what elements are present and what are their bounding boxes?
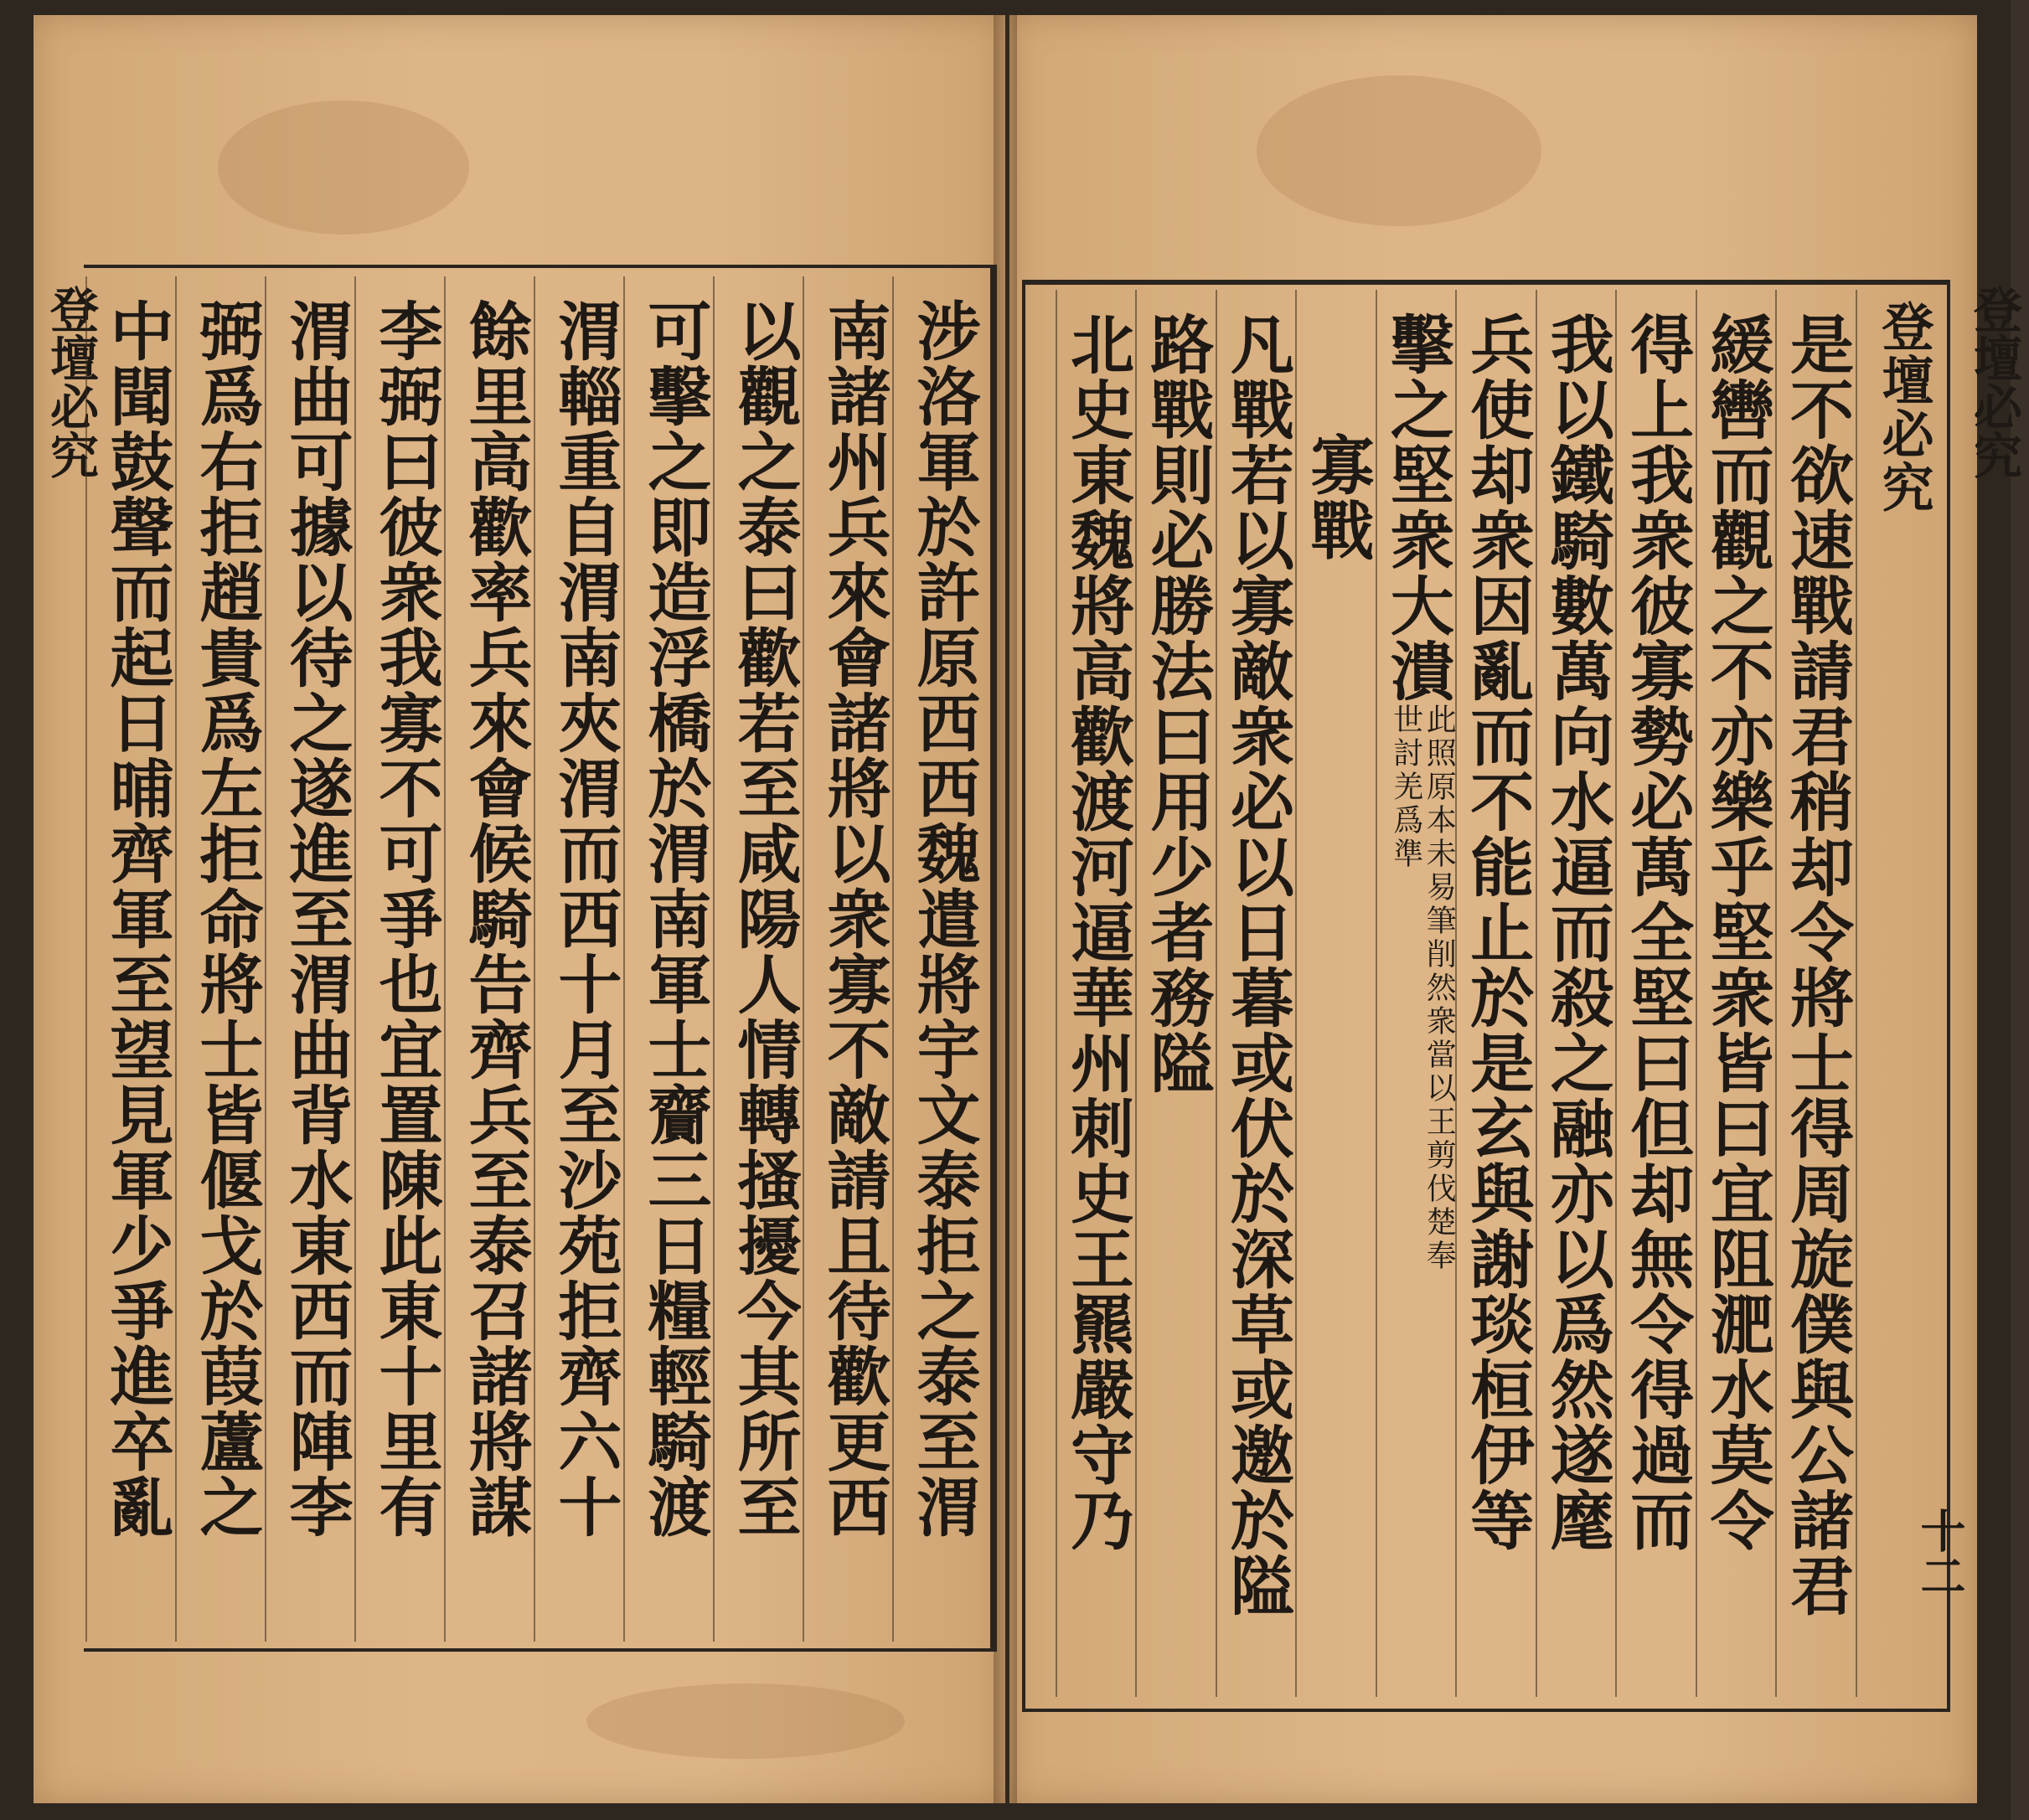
- text-column: 李弼曰彼衆我寡不可爭也宜置陳此東十里有: [354, 276, 444, 1642]
- right-page-columns: [1056, 290, 1935, 1697]
- text-column-with-note: [1376, 290, 1455, 1697]
- interlinear-note: 此照原本未易筆削然衆當以王剪伐楚奉世討羌爲準: [1388, 704, 1457, 1273]
- page-title-column: 登壇必究: [1856, 290, 1935, 1697]
- text-column: 弼爲右拒趙貴爲左拒命將士皆偃戈於葭蘆之: [175, 276, 265, 1642]
- paper-stain: [586, 1683, 905, 1759]
- text-column: 餘里高歡率兵來會候騎告齊兵至泰召諸將謀: [444, 276, 534, 1642]
- paper-stain: [218, 101, 469, 235]
- left-margin-title: 登壇必究: [42, 285, 99, 479]
- right-margin-title: 登壇必究: [1965, 285, 2022, 479]
- text-column: 路戰則必勝法曰用少者務隘: [1135, 290, 1215, 1697]
- section-heading: 寡戰: [1295, 290, 1375, 1697]
- text-column: 北史東魏將高歡渡河逼華州刺史王羆嚴守乃: [1056, 290, 1135, 1697]
- book-gutter: [994, 15, 1017, 1803]
- text-column: 涉洛軍於許原西西魏遣將宇文泰拒之泰至渭: [892, 276, 982, 1642]
- text-column: 凡戰若以寡敵衆必以日暮或伏於深草或邀於隘: [1216, 290, 1295, 1697]
- text-column: 中聞鼓聲而起日晡齊軍至望見軍少爭進卒亂: [85, 276, 175, 1642]
- page-number: 十二: [1913, 1508, 1967, 1598]
- text-column: 渭輜重自渭南夾渭而西十月至沙苑拒齊六十: [534, 276, 623, 1642]
- left-page-columns: [85, 276, 982, 1642]
- text-column: 是不欲速戰請君稍却令將士得周旋僕與公諸君: [1775, 290, 1855, 1697]
- text-column-main: 擊之堅衆大潰: [1380, 312, 1455, 704]
- text-column: 我以鐵騎數萬向水逼而殺之融亦以爲然遂麾: [1536, 290, 1615, 1697]
- text-column: 以觀之泰曰歡若至咸陽人情轉搔擾今其所至: [713, 276, 803, 1642]
- text-column: 南諸州兵來會諸將以衆寡不敵請且待歡更西: [803, 276, 892, 1642]
- text-column: 兵使却衆因亂而不能止於是玄與謝琰桓伊等: [1455, 290, 1535, 1697]
- text-column: 渭曲可據以待之遂進至渭曲背水東西而陣李: [265, 276, 354, 1642]
- text-column: 得上我衆彼寡勢必萬全堅曰但却無令得過而: [1615, 290, 1695, 1697]
- text-column: 可擊之即造浮橋於渭南軍士齎三日糧輕騎渡: [623, 276, 713, 1642]
- paper-stain: [1257, 75, 1541, 226]
- text-column: 緩轡而觀之不亦樂乎堅衆皆曰宜阻淝水莫令: [1696, 290, 1775, 1697]
